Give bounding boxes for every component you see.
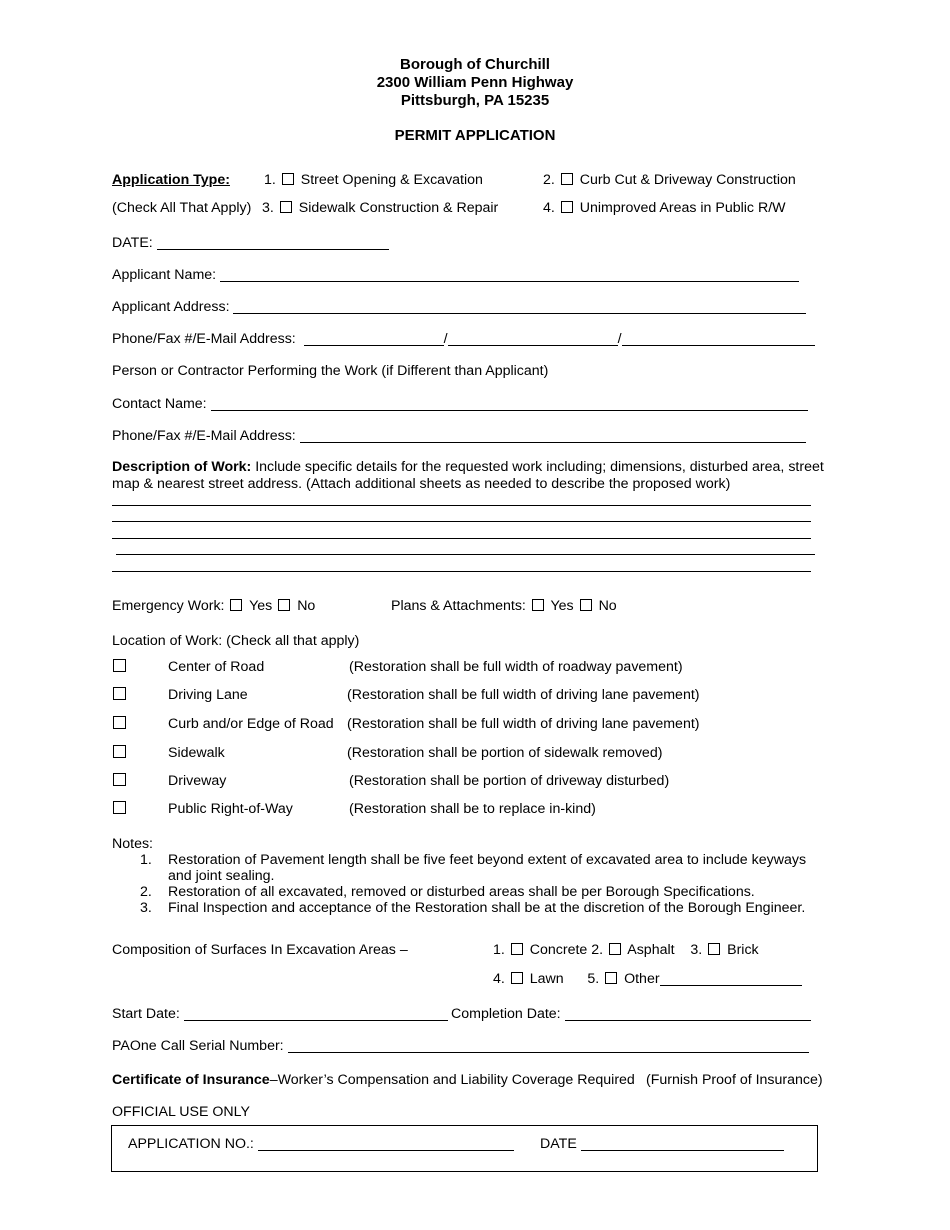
contractor-phone-input-line[interactable] (300, 429, 806, 443)
note-number: 1. (140, 852, 152, 868)
description-line-5[interactable] (112, 571, 811, 572)
official-date-input-line[interactable] (581, 1137, 784, 1151)
location-label: Driveway (168, 773, 227, 789)
location-label: Public Right-of-Way (168, 801, 293, 817)
contact-name-field[interactable]: Contact Name: (112, 396, 808, 413)
applicant-name-field[interactable]: Applicant Name: (112, 267, 799, 284)
checkbox-icon[interactable] (511, 972, 523, 984)
notes-heading: Notes: (112, 836, 154, 852)
completion-date-field[interactable]: Completion Date: (451, 1006, 811, 1023)
checkbox-icon[interactable] (278, 599, 290, 611)
checkbox-icon[interactable] (282, 173, 294, 185)
borough-street: 2300 William Penn Highway (376, 74, 574, 91)
checkbox-icon[interactable] (561, 201, 573, 213)
checkbox-icon[interactable] (708, 943, 720, 955)
checkbox-icon[interactable] (113, 716, 126, 734)
checkbox-icon[interactable] (113, 745, 126, 763)
checkbox-icon[interactable] (580, 599, 592, 611)
checkbox-icon[interactable] (511, 943, 523, 955)
date-field[interactable]: DATE: (112, 235, 389, 252)
paone-field[interactable]: PAOne Call Serial Number: (112, 1038, 809, 1055)
app-type-option-1[interactable]: 1. Street Opening & Excavation (264, 172, 483, 188)
start-date-field[interactable]: Start Date: (112, 1006, 448, 1023)
description-line-3[interactable] (112, 538, 811, 539)
note-text: Restoration of all excavated, removed or disturbed areas shall be per Borough Specifications. (168, 884, 755, 900)
location-label: Curb and/or Edge of Road (168, 716, 334, 732)
completion-date-input-line[interactable] (565, 1007, 811, 1021)
borough-city: Pittsburgh, PA 15235 (400, 92, 550, 109)
page-title: PERMIT APPLICATION (394, 127, 556, 144)
location-label: Center of Road (168, 659, 265, 675)
note-number: 3. (140, 900, 152, 916)
insurance-requirement: Certificate of Insurance–Worker’s Compensation and Liability Coverage Required (112, 1072, 635, 1088)
location-note: (Restoration shall be portion of sidewalk removed) (347, 745, 663, 761)
other-input-line[interactable] (660, 972, 802, 986)
description-line-4[interactable] (116, 554, 815, 555)
description-line-1[interactable] (112, 505, 811, 506)
emergency-work-question[interactable]: Emergency Work: Yes No (112, 598, 316, 614)
email-input-line[interactable] (622, 332, 815, 346)
application-type-label: Application Type: (112, 172, 230, 188)
location-label: Driving Lane (168, 687, 248, 703)
checkbox-icon[interactable] (113, 659, 126, 677)
date-input-line[interactable] (157, 236, 389, 250)
note-text: Restoration of Pavement length shall be five feet beyond extent of excavated area to include keyways and joint sealing. (168, 852, 807, 884)
app-type-option-3[interactable]: 3. Sidewalk Construction & Repair (262, 200, 499, 216)
official-date-field[interactable]: DATE (540, 1136, 784, 1153)
contact-name-input-line[interactable] (211, 397, 808, 411)
app-type-option-2[interactable]: 2. Curb Cut & Driveway Construction (543, 172, 796, 188)
composition-row-1[interactable]: 1. Concrete 2. Asphalt 3. Brick (493, 942, 759, 958)
checkbox-icon[interactable] (230, 599, 242, 611)
paone-input-line[interactable] (288, 1039, 809, 1053)
contractor-phone-field[interactable]: Phone/Fax #/E-Mail Address: (112, 428, 806, 445)
contractor-heading: Person or Contractor Performing the Work (if Different than Applicant) (112, 363, 549, 379)
plans-attachments-question[interactable]: Plans & Attachments: Yes No (391, 598, 617, 614)
application-number-input-line[interactable] (258, 1137, 514, 1151)
location-label: Sidewalk (168, 745, 225, 761)
checkbox-icon[interactable] (113, 687, 126, 705)
location-note: (Restoration shall be full width of driving lane pavement) (347, 687, 700, 703)
borough-name: Borough of Churchill (400, 56, 550, 73)
checkbox-icon[interactable] (113, 773, 126, 791)
location-note: (Restoration shall be full width of driving lane pavement) (347, 716, 700, 732)
checkbox-icon[interactable] (605, 972, 617, 984)
check-all-note: (Check All That Apply) (112, 200, 252, 216)
checkbox-icon[interactable] (113, 801, 126, 819)
composition-row-2[interactable]: 4. Lawn 5. Other (493, 971, 802, 988)
fax-input-line[interactable] (448, 332, 618, 346)
checkbox-icon[interactable] (280, 201, 292, 213)
application-number-field[interactable]: APPLICATION NO.: (128, 1136, 514, 1153)
description-line-2[interactable] (112, 521, 811, 522)
description-of-work: Description of Work: Include specific details for the requested work including; dimensions, disturbed area, street map & nearest street address. (Attach additional sheets as needed to describe the proposed work) (112, 459, 824, 492)
composition-label: Composition of Surfaces In Excavation Areas – (112, 942, 408, 958)
note-text: Final Inspection and acceptance of the Restoration shall be at the discretion of the Borough Engineer. (168, 900, 806, 916)
note-number: 2. (140, 884, 152, 900)
checkbox-icon[interactable] (561, 173, 573, 185)
applicant-phone-field[interactable]: Phone/Fax #/E-Mail Address: / / (112, 331, 815, 348)
applicant-name-input-line[interactable] (220, 268, 799, 282)
applicant-address-field[interactable]: Applicant Address: (112, 299, 806, 316)
start-date-input-line[interactable] (184, 1007, 448, 1021)
applicant-address-input-line[interactable] (233, 300, 806, 314)
checkbox-icon[interactable] (532, 599, 544, 611)
location-note: (Restoration shall be portion of driveway disturbed) (349, 773, 670, 789)
location-heading: Location of Work: (Check all that apply) (112, 633, 360, 649)
official-use-heading: OFFICIAL USE ONLY (112, 1104, 250, 1120)
location-note: (Restoration shall be full width of roadway pavement) (349, 659, 683, 675)
checkbox-icon[interactable] (609, 943, 621, 955)
location-note: (Restoration shall be to replace in-kind) (349, 801, 596, 817)
app-type-option-4[interactable]: 4. Unimproved Areas in Public R/W (543, 200, 786, 216)
phone-input-line[interactable] (304, 332, 444, 346)
insurance-proof-note: (Furnish Proof of Insurance) (646, 1072, 823, 1088)
